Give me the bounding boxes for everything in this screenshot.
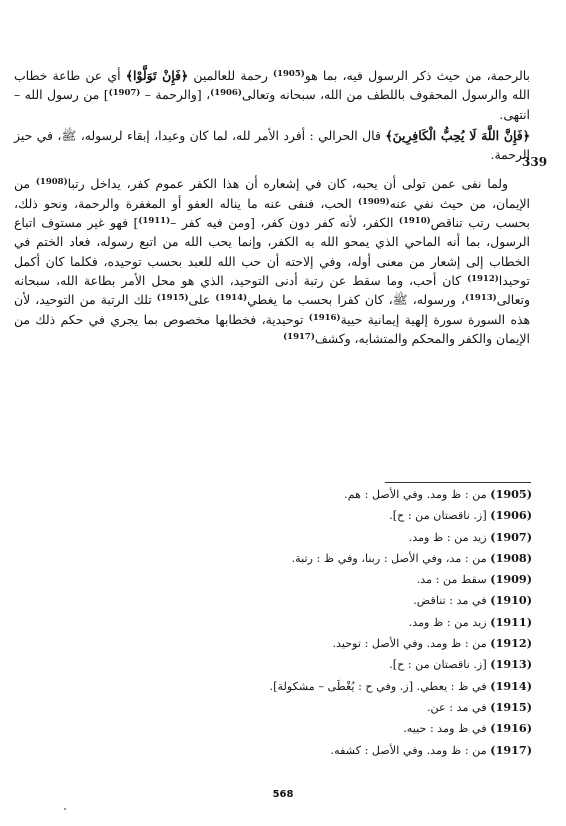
footnote	[16, 569, 532, 590]
footnote-ref: (1912)	[467, 273, 499, 284]
footnote-text: من : مد، وفي الأصل : ربنا، وفي ظ : رتبة.	[291, 551, 491, 565]
text-run: ] من رسول الله – انتهى.	[14, 87, 530, 122]
footnote-number: (1905)	[490, 487, 532, 501]
text-run: ، ورسوله، ﷺ، كان كفرا بحسب ما يغطي	[247, 292, 465, 308]
footnote	[16, 612, 532, 633]
footnote-number: (1917)	[490, 742, 532, 757]
footnote-number: (1910)	[490, 593, 532, 608]
footnote-separator	[385, 482, 531, 483]
scan-speck	[64, 808, 66, 810]
footnote-text: في ظ : يعطي. [ز. وفي ح : يُغْطَى – مشكولة].	[269, 679, 491, 693]
paragraph-2	[14, 126, 530, 165]
footnote	[16, 676, 532, 697]
footnote-ref: (1914)	[215, 293, 248, 304]
footnote-ref: (1915)	[156, 293, 189, 304]
text-run: توحيدية، فخطابها مخصوص بما يجري في حكم ذلك من الإيمان والكفر والمحكم والمتشابه، وكشف	[14, 311, 530, 346]
footnote	[16, 740, 532, 761]
text-run: تلك الرتبة من التوحيد، لأن هذه السورة سورة إلهية إيمانية حيية	[14, 292, 530, 327]
footnote-text: في ظ ومد : حييه.	[403, 722, 491, 736]
footnote-number: (1908)	[490, 550, 532, 565]
footnote-text: زيد من : ظ ومد.	[408, 530, 491, 544]
footnote-number: (1916)	[490, 721, 532, 736]
footnote-ref: (1905)	[273, 69, 305, 79]
text-run: ولما نفى عمن تولى أن يحبه، كان في إشعاره أن هذا الكفر عموم كفر، يداخل رتبا	[67, 176, 508, 192]
footnote-ref: (1911)	[138, 216, 171, 227]
footnote-ref: (1917)	[283, 331, 315, 342]
footnote-ref: (1916)	[308, 312, 341, 323]
footnote-ref: (1909)	[357, 196, 390, 207]
footnote-text: من : ظ ومد. وفي الأصل : كشفه.	[330, 743, 491, 757]
text-run: ، [والرحمة –	[140, 87, 211, 103]
footnote-ref: (1908)	[35, 177, 68, 188]
footnote-text: [ز. ناقصتان من : ح].	[389, 658, 491, 672]
footnote-text: في مد : تناقض.	[413, 594, 491, 608]
footnote	[16, 527, 532, 548]
footnote	[16, 697, 532, 718]
paragraph-1	[14, 66, 530, 124]
text-run: الكفر، لأنه كفر دون كفر، [ومن فيه كفر –	[170, 215, 399, 231]
footnote	[16, 654, 532, 675]
footnote-number: (1914)	[490, 678, 532, 693]
text-run: الحب، فنفى عنه ما يناله العفو أو المغفرة والرحمة، ونحو ذلك، بحسب رتب تناقص	[14, 195, 530, 231]
footnote-text: زيد من : ظ ومد.	[408, 615, 491, 629]
footnote-number: (1906)	[490, 508, 532, 523]
text-run: قال الحرالي : أفرد الأمر لله، لما كان وعيدا، إبقاء لرسوله، ﷺ، في حيز الرحمة.	[14, 127, 530, 163]
footnote-text: سقط من : مد.	[416, 573, 491, 587]
footnote-ref: (1910)	[398, 216, 431, 227]
footnote	[16, 505, 532, 526]
footnote-ref: (1907)	[108, 88, 141, 99]
main-text	[14, 66, 530, 348]
text-run: كان أحب، وما سقط عن رتبة أدنى التوحيد، الذي هو محل الأمر بطاعة الله، سبحانه وتعالى	[14, 272, 530, 308]
footnote	[16, 590, 532, 611]
text-run: ] فهو غير مستوف اتباع الرسول، بما أنه الماحي الذي يمحو الله به الكفر، وإنما يحب الله من اتبع رسوله، فعاد الختم في الخطاب إلى إشعار من معنى أوله، وفي إلاحته أن حب الله للعبد بحسب توحيده، فكلما كان أكمل توحيدا	[14, 215, 530, 288]
footnote	[16, 633, 532, 654]
margin-number: 339	[522, 155, 548, 169]
text-run: من الإيمان، من حيث نفي عنه	[14, 176, 530, 211]
footnote	[16, 718, 532, 739]
quran-verse: ﴿فَإِنْ تَوَلَّوْا﴾	[125, 68, 189, 83]
footnote	[16, 548, 532, 569]
footnote-ref: (1913)	[464, 293, 497, 304]
footnote-number: (1907)	[490, 529, 532, 544]
footnote-number: (1911)	[490, 614, 532, 629]
quran-verse: ﴿فَإِنَّ اللَّهَ لَا يُحِبُّ الْكَافِرِينَ﴾	[385, 127, 530, 143]
text-run: بالرحمة، من حيث ذكر الرسول فيه، بما هو	[304, 68, 530, 83]
page-number: 568	[272, 789, 294, 800]
text-run: رحمة للعالمين	[188, 68, 274, 83]
paragraph-3	[14, 174, 530, 348]
footnote-text: [ز. ناقصتان من : ح].	[389, 509, 491, 523]
text-run: على	[188, 292, 216, 308]
footnote-text: في مد : عن.	[426, 700, 491, 714]
footnote-number: (1909)	[490, 572, 532, 587]
footnote-number: (1915)	[490, 699, 532, 714]
footnotes	[16, 484, 532, 761]
footnote-number: (1913)	[490, 657, 532, 672]
text-run: أي عن طاعة خطاب الله والرسول المحفوف باللطف من الله، سبحانه وتعالى	[14, 68, 530, 103]
footnote	[16, 484, 532, 505]
footnote-text: من : ظ ومد. وفي الأصل : هم.	[344, 488, 491, 501]
footnote-text: من : ظ ومد. وفي الأصل : توحيد.	[332, 637, 491, 651]
footnote-number: (1912)	[490, 636, 532, 651]
footnote-ref: (1906)	[210, 88, 242, 99]
